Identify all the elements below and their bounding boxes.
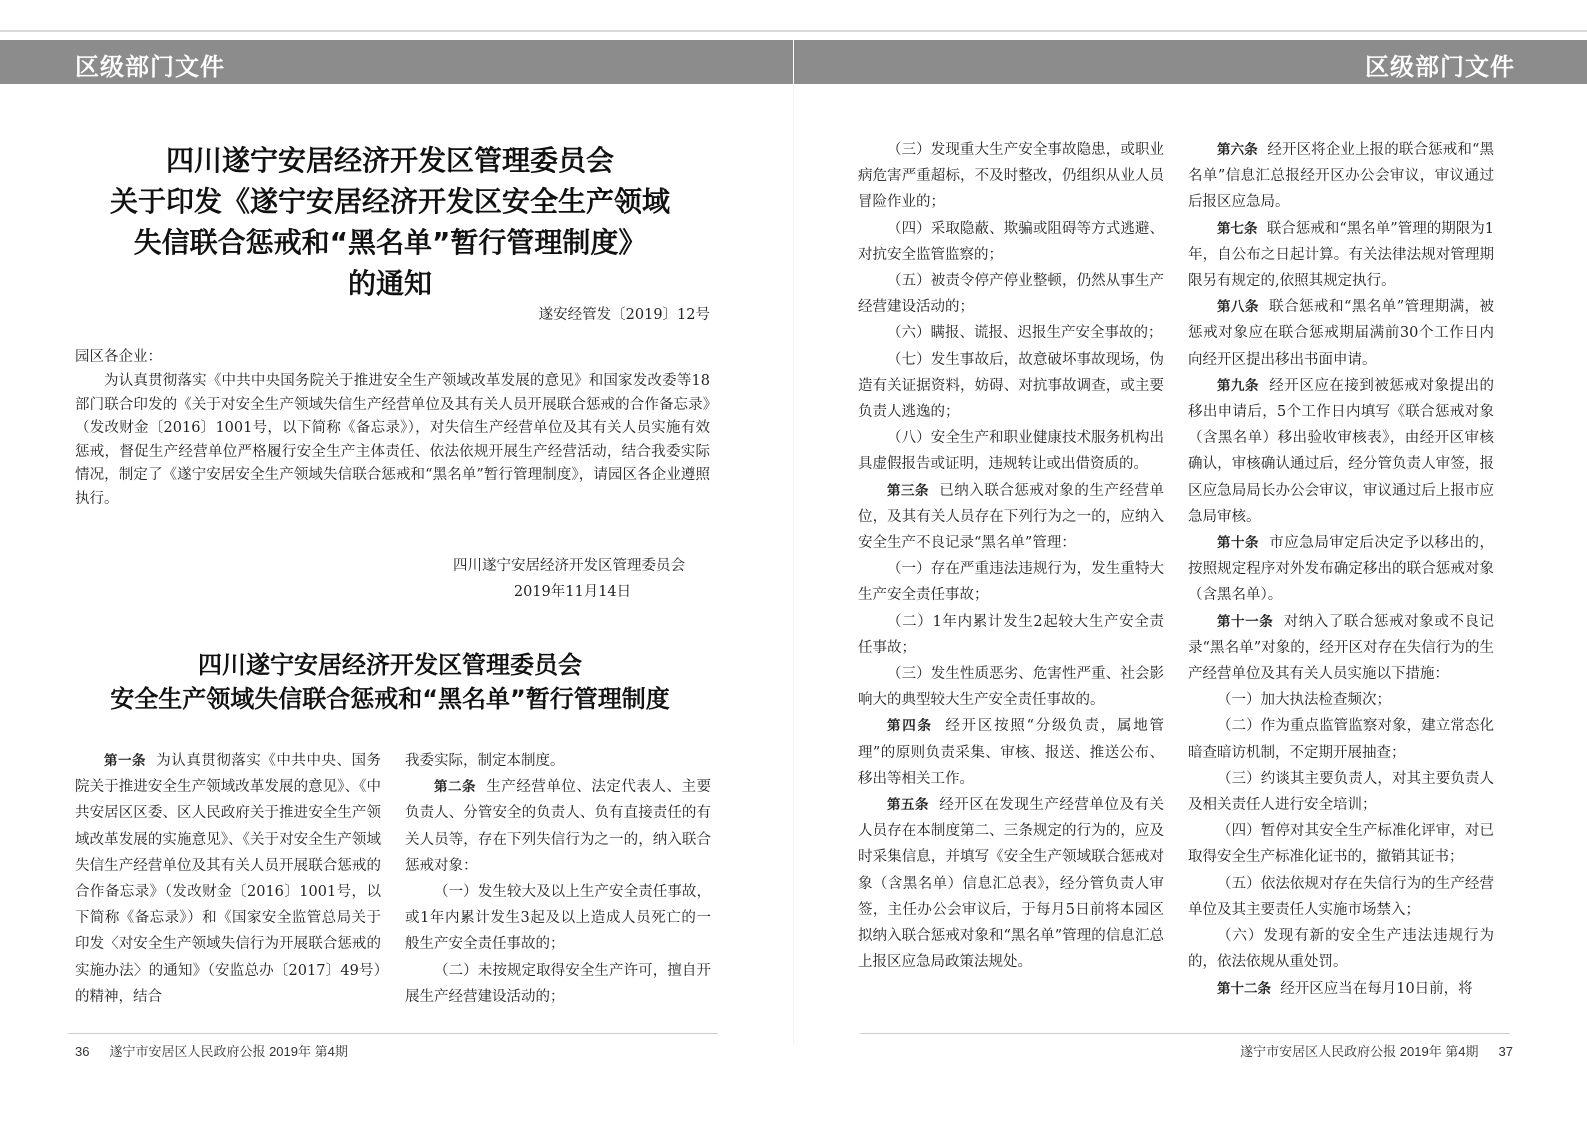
text-column-4 — [1188, 137, 1494, 1002]
article-text: 联合惩戒和“黑名单”管理的期限为1年，自公布之日起计算。有关法律法规对管理期限另有规定的,依照其规定执行。 — [1188, 220, 1494, 290]
page-number: 37 — [1498, 1044, 1513, 1059]
list-item: （一）加大执法检查频次； — [1217, 692, 1391, 709]
article-label: 第七条 — [1217, 220, 1258, 237]
article-text: 市应急局审定后决定予以移出的，按照规定程序对外发布确定移出的联合惩戒对象（含黑名单）。 — [1188, 535, 1495, 604]
article-label: 第九条 — [1217, 377, 1260, 394]
article-text: 经开区在发现生产经营单位及有关人员存在本制度第二、三条规定的行为的，应及时采集信息，并填写《安全生产领域联合惩戒对象（含黑名单）信息汇总表》，经分管负责人审签，主任办公会审议后，于每月5日前将本园区拟纳入联合惩戒对象和“黑名单”管理的信息汇总上报区应急局政策法规处。 — [858, 797, 1165, 971]
footer-rule — [860, 1033, 1510, 1034]
regulation-title-line: 四川遂宁安居经济开发区管理委员会 — [198, 651, 582, 679]
list-item: （三）约谈其主要负责人，对其主要负责人及相关责任人进行安全培训； — [1188, 770, 1494, 814]
list-item: （四）采取隐蔽、欺骗或阻碍等方式逃避、对抗安全监管监察的； — [858, 220, 1164, 263]
notice-body: 为认真贯彻落实《中共中央国务院关于推进安全生产领域改革发展的意见》和国家发改委等18部门联合印发的《关于对安全生产领域失信生产经营单位及其有关人员开展联合惩戒的合作备忘录》（发改财金〔2016〕1001号，以下简称《备忘录》），对失信生产经营单位及其有关人员实施有效惩戒，督促生产经营单位严格履行安全生产主体责任、依法依规开展生产经营活动，结合我委实际情况，制定了《遂宁安居安全生产领域失信联合惩戒和“黑名单”暂行管理制度》，请园区各企业遵照执行。 — [75, 373, 710, 507]
list-item: （一）存在严重违法违规行为，发生重特大生产安全责任事故； — [858, 561, 1164, 604]
article-label: 第八条 — [1217, 299, 1259, 316]
page-number: 36 — [75, 1044, 90, 1059]
continued-text: 我委实际，制定本制度。 — [405, 753, 565, 769]
article-paragraph — [1188, 976, 1494, 1002]
notice-title-line: 失信联合惩戒和“黑名单”暂行管理制度》 — [133, 226, 647, 259]
article-paragraph — [1188, 294, 1494, 373]
article-paragraph — [75, 748, 381, 1010]
article-label: 第十二条 — [1217, 980, 1271, 997]
text-column-2 — [405, 748, 711, 1010]
list-item: （四）暂停对其安全生产标准化评审，对已取得安全生产标准化证书的，撤销其证书； — [1188, 823, 1494, 866]
list-item: （五）依法依规对存在失信行为的生产经营单位及其主要责任人实施市场禁入； — [1188, 875, 1494, 918]
list-item: （二）未按规定取得安全生产许可，擅自开展生产经营建设活动的； — [405, 962, 711, 1005]
article-text: 为认真贯彻落实《中共中央、国务院关于推进安全生产领域改革发展的意见》、《中共安居区区委、区人民政府关于推进安全生产领域改革发展的实施意见》、《关于对安全生产领域失信生产经营单位及其有关人员开展联合惩戒的合作备忘录》（发改财金〔2016〕1001号，以下简称《备忘录》）和《国家安全监管总局关于印发〈对安全生产领域失信行为开展联合惩戒的实施办法〉的通知》（安监总办〔2017〕49号）的精神，结合 — [75, 753, 382, 1005]
article-text: 经开区按照“分级负责，属地管理”的原则负责采集、审核、报送、推送公布、移出等相关工作。 — [858, 718, 1164, 787]
top-rule — [0, 30, 1587, 32]
list-item: （三）发现重大生产安全事故隐患，或职业病危害严重超标，不及时整改，仍组织从业人员冒险作业的； — [858, 142, 1164, 211]
section-label: 区级部门文件 — [1365, 53, 1515, 81]
list-item: （六）瞒报、谎报、迟报生产安全事故的； — [887, 325, 1163, 342]
signature-date: 2019年11月14日 — [513, 584, 632, 600]
notice-title-line: 的通知 — [347, 267, 432, 300]
greeting: 园区各企业： — [75, 349, 162, 365]
article-label: 第六条 — [1217, 142, 1258, 158]
article-paragraph — [405, 774, 711, 879]
article-label: 第二条 — [434, 779, 477, 796]
article-paragraph — [1188, 530, 1494, 609]
list-item: （七）发生事故后，故意破坏事故现场，伪造有关证据资料，妨碍、对抗事故调查，或主要负责人逃逸的； — [858, 351, 1164, 421]
left-footer — [75, 1041, 348, 1060]
article-label: 第五条 — [887, 797, 930, 814]
article-paragraph — [858, 792, 1164, 975]
article-text: 联合惩戒和“黑名单”管理期满，被惩戒对象应在联合惩戒期届满前30个工作日内向经开区提出移出书面申请。 — [1188, 299, 1495, 368]
regulation-title-line: 安全生产领域失信联合惩戒和“黑名单”暂行管理制度 — [110, 685, 670, 713]
notice-title-line: 四川遂宁安居经济开发区管理委员会 — [165, 144, 614, 177]
publication-line: 遂宁市安居区人民政府公报 2019年 第4期 — [1240, 1044, 1479, 1059]
notice-title-line: 关于印发《遂宁安居经济开发区安全生产领域 — [109, 185, 670, 218]
footer-rule — [68, 1033, 718, 1034]
list-item: （六）发现有新的安全生产违法违规行为的，依法依规从重处罚。 — [1188, 928, 1494, 971]
article-paragraph — [1188, 373, 1494, 530]
article-text: 已纳入联合惩戒对象的生产经营单位，及其有关人员存在下列行为之一的，应纳入安全生产不良记录“黑名单”管理： — [858, 482, 1165, 552]
article-label: 第四条 — [887, 718, 933, 735]
signature-block — [380, 553, 685, 605]
publication-line: 遂宁市安居区人民政府公报 2019年 第4期 — [109, 1044, 348, 1059]
article-text: 经开区应当在每月10日前，将 — [1280, 980, 1473, 997]
article-paragraph — [858, 478, 1164, 557]
article-paragraph — [1188, 216, 1494, 295]
list-item: （二）作为重点监管监察对象，建立常态化暗查暗访机制，不定期开展抽查； — [1188, 718, 1494, 761]
notice-title — [60, 140, 720, 304]
text-column-1 — [75, 748, 381, 1010]
left-section-banner — [0, 40, 793, 84]
regulation-title — [60, 648, 720, 716]
article-label: 第一条 — [104, 753, 147, 769]
section-label: 区级部门文件 — [75, 53, 225, 81]
article-label: 第十条 — [1217, 535, 1260, 552]
list-item: （一）发生较大及以上生产安全责任事故，或1年内累计发生3起及以上造成人员死亡的一般生产安全责任事故的； — [405, 884, 711, 953]
list-item: （八）安全生产和职业健康技术服务机构出具虚假报告或证明，违规转让或出借资质的。 — [858, 430, 1164, 473]
article-text: 经开区将企业上报的联合惩戒和“黑名单”信息汇总报经开区办公会审议，审议通过后报区应急局。 — [1188, 142, 1495, 211]
text-column-3 — [858, 137, 1164, 976]
list-item: （二）1年内累计发生2起较大生产安全责任事故； — [858, 613, 1164, 656]
article-label: 第十一条 — [1217, 613, 1274, 630]
article-text: 对纳入了联合惩戒对象或不良记录“黑名单”对象的，经开区对存在失信行为的生产经营单位及其有关人员实施以下措施： — [1188, 613, 1495, 683]
signature-org: 四川遂宁安居经济开发区管理委员会 — [453, 558, 685, 574]
article-paragraph — [1188, 137, 1494, 216]
right-footer — [1240, 1041, 1513, 1060]
article-paragraph — [1188, 609, 1494, 688]
document-number: 遂安经管发〔2019〕12号 — [538, 307, 710, 323]
article-paragraph — [858, 713, 1164, 792]
list-item: （三）发生性质恶劣、危害性严重、社会影响大的典型较大生产安全责任事故的。 — [858, 666, 1164, 709]
list-item: （五）被责令停产停业整顿，仍然从事生产经营建设活动的； — [858, 273, 1164, 316]
article-text: 经开区应在接到被惩戒对象提出的移出申请后，5个工作日内填写《联合惩戒对象（含黑名单）移出验收审核表》，由经开区审核确认，审核确认通过后，经分管负责人审签，报区应急局局长办公会审议，审议通过后上报市应急局审核。 — [1188, 377, 1495, 525]
page-gutter — [793, 84, 794, 1044]
right-section-banner — [794, 40, 1587, 84]
article-text: 生产经营单位、法定代表人、主要负责人、分管安全的负责人、负有直接责任的有关人员等，存在下列失信行为之一的，纳入联合惩戒对象： — [405, 779, 712, 874]
article-label: 第三条 — [887, 482, 930, 499]
